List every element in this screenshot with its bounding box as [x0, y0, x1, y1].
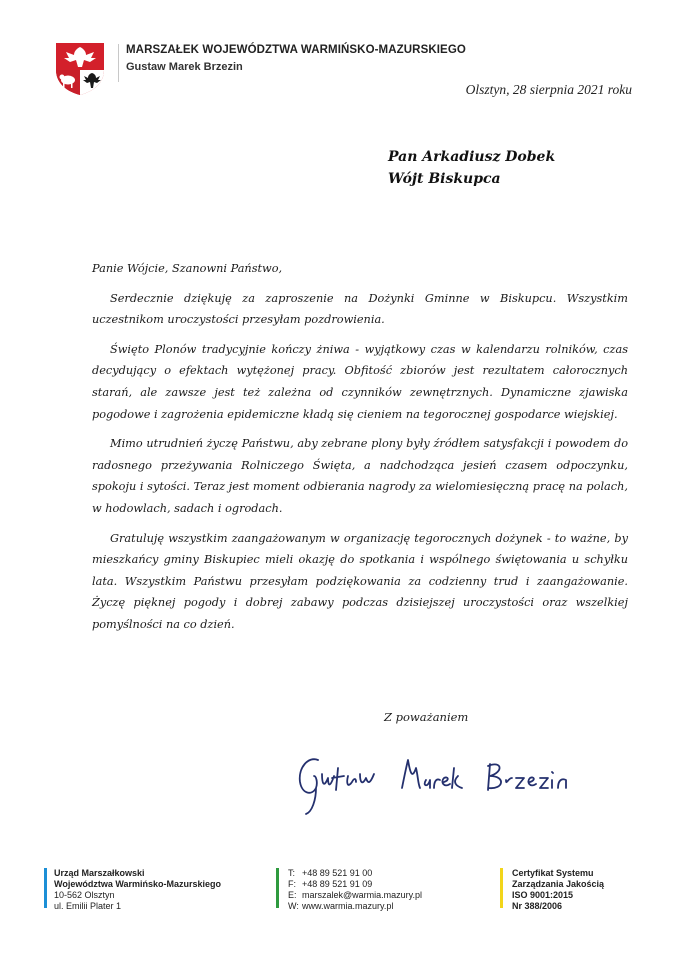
paragraph-2: Święto Plonów tradycyjnie kończy żniwa - wyjątkowy czas w kalendarzu rolników, czas decydujący o efektach wytężonej pracy. Obfitość zbiorów jest rezultatem całorocznych starań, ale zawsze jest też zależna od czynników zewnętrznych. Dynamiczne zjawiska pogodowe i zagrożenia epidemiczne kładą się cieniem na tegorocznej gospodarce wiejskiej. [92, 342, 628, 421]
recipient-title: Wójt Biskupca [388, 171, 501, 187]
footer-phone-row [288, 868, 422, 879]
website-url: www.warmia.mazury.pl [302, 901, 394, 911]
footer-postal: 10-562 Olsztyn [54, 890, 115, 900]
closing-phrase: Z poważaniem [384, 710, 469, 724]
paragraph-1: Serdecznie dziękuję za zaproszenie na Dożynki Gminne w Biskupcu. Wszystkim uczestnikom uroczystości przesyłam pozdrowienia. [92, 291, 628, 327]
footer-green-bar [276, 868, 279, 908]
footer-street: ul. Emilii Plater 1 [54, 901, 122, 911]
office-holder-name: Gustaw Marek Brzezin [126, 61, 243, 73]
footer-office-line2: Województwa Warmińsko-Mazurskiego [54, 879, 222, 889]
recipient-name: Pan Arkadiusz Dobek [388, 149, 556, 165]
footer-web-row [288, 901, 422, 912]
phone-label: T: [288, 868, 296, 878]
header-divider [118, 44, 119, 82]
fax-label: F: [288, 879, 296, 889]
paragraph-3: Mimo utrudnień życzę Państwu, aby zebrane plony były źródłem satysfakcji i powodem do radosnego przeżywania Rolniczego Święta, a nadchodząca jesień czasem odpoczynku, spokoju i sytości. Teraz jest moment odbierania nagrody za wielomiesięczną pracę na polach, w hodowlach, sadach i ogrodach. [92, 437, 628, 515]
web-label: W: [288, 901, 299, 911]
paragraph-4: Gratuluję wszystkim zaangażowanym w organizację tegorocznych dożynek - to ważne, by mieszkańcy gminy Biskupiec mieli okazję do spotkania i wspólnego świętowania u schyłku lata. Wszystkim Państwu przesyłam podziękowania za codzienny trud i zaangażowanie. Życzę pięknej pogody i dobrej zabawy podczas dzisiejszej uroczystości oraz wszelkiej pomyślności na co dzień. [92, 531, 628, 631]
office-title: MARSZAŁEK WOJEWÓDZTWA WARMIŃSKO-MAZURSKIEGO [126, 44, 466, 56]
footer-yellow-bar [500, 868, 503, 908]
footer-email-row [288, 890, 422, 901]
recipient-block [388, 146, 555, 190]
coat-of-arms-icon [52, 40, 108, 96]
phone-number: +48 89 521 91 00 [302, 868, 373, 878]
email-address: marszalek@warmia.mazury.pl [302, 890, 422, 900]
footer-office-address [54, 868, 221, 912]
footer-office-line1: Urząd Marszałkowski [54, 868, 145, 878]
footer-blue-bar [44, 868, 47, 908]
salutation: Panie Wójcie, Szanowni Państwo, [92, 262, 283, 275]
footer-fax-row [288, 879, 422, 890]
cert-line2: Zarządzania Jakością [512, 879, 605, 889]
letter-date: Olsztyn, 28 sierpnia 2021 roku [465, 82, 632, 97]
email-label: E: [288, 890, 297, 900]
letter-body [92, 258, 628, 644]
cert-line4: Nr 388/2006 [512, 901, 563, 911]
fax-number: +48 89 521 91 09 [302, 879, 373, 889]
footer-certificate [512, 868, 604, 912]
cert-line3: ISO 9001:2015 [512, 890, 574, 900]
handwritten-signature [290, 738, 590, 818]
footer-contact [288, 868, 422, 912]
cert-line1: Certyfikat Systemu [512, 868, 594, 878]
